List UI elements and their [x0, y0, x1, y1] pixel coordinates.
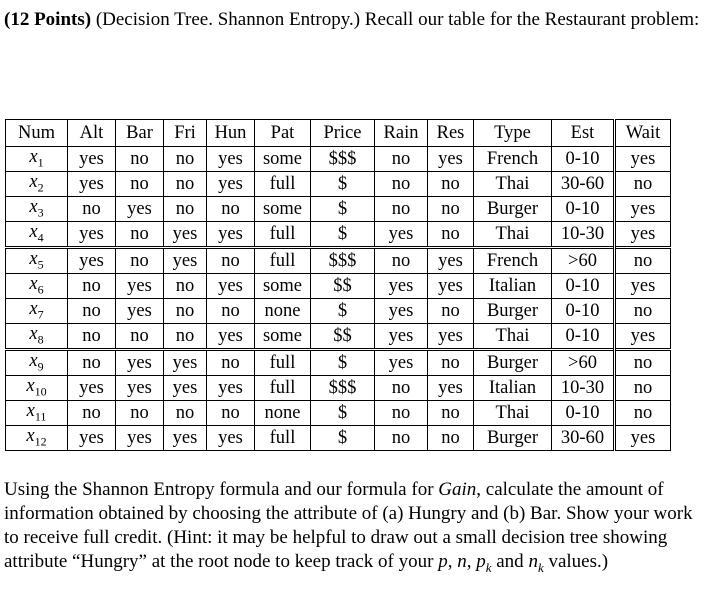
row-var: x — [29, 197, 38, 218]
table-cell: yes — [116, 426, 164, 451]
points-label: (12 Points) — [4, 9, 92, 30]
table-cell: yes — [615, 324, 671, 350]
header-cell: Pat — [255, 120, 311, 147]
row-index: 8 — [37, 332, 44, 347]
row-number-cell — [6, 197, 68, 222]
table-cell: no — [207, 299, 255, 324]
table-cell: Burger — [474, 299, 552, 324]
table-cell: yes — [207, 324, 255, 350]
table-cell: 10-30 — [552, 222, 615, 248]
header-cell: Num — [6, 120, 68, 147]
table-cell: yes — [207, 426, 255, 451]
question-text — [4, 478, 710, 580]
table-cell: yes — [164, 426, 207, 451]
table-header-row — [6, 120, 671, 147]
table-cell: full — [255, 376, 311, 401]
row-index: 1 — [37, 155, 44, 170]
table-cell: some — [255, 147, 311, 172]
table-cell: no — [207, 197, 255, 222]
table-cell: yes — [68, 172, 116, 197]
table-cell: 30-60 — [552, 426, 615, 451]
restaurant-table — [5, 119, 671, 451]
table-cell: some — [255, 324, 311, 350]
header-cell: Fri — [164, 120, 207, 147]
table-cell: yes — [207, 222, 255, 248]
table-cell: no — [615, 350, 671, 376]
header-cell: Price — [311, 120, 375, 147]
table-cell: full — [255, 222, 311, 248]
table-cell: no — [116, 324, 164, 350]
comma: , — [447, 551, 458, 572]
table-cell: $ — [311, 401, 375, 426]
row-index: 6 — [37, 282, 44, 297]
header-cell: Hun — [207, 120, 255, 147]
table-cell: $$$ — [311, 248, 375, 274]
table-cell: yes — [615, 222, 671, 248]
table-cell: no — [207, 350, 255, 376]
table-cell: no — [164, 172, 207, 197]
table-cell: no — [428, 350, 474, 376]
table-cell: yes — [116, 274, 164, 299]
table-cell: no — [207, 248, 255, 274]
table-cell: no — [375, 426, 428, 451]
header-cell: Type — [474, 120, 552, 147]
row-index: 7 — [37, 307, 44, 322]
row-number-cell — [6, 274, 68, 299]
table-cell: no — [207, 401, 255, 426]
header-cell: Alt — [68, 120, 116, 147]
table-cell: yes — [116, 299, 164, 324]
gain-term: Gain — [438, 479, 477, 500]
table-cell: full — [255, 350, 311, 376]
nk-subscript: k — [537, 559, 544, 575]
table-cell: yes — [164, 376, 207, 401]
table-cell: Burger — [474, 197, 552, 222]
table-row — [6, 401, 671, 426]
table-cell: yes — [428, 248, 474, 274]
table-cell: no — [68, 274, 116, 299]
table-cell: no — [375, 147, 428, 172]
table-cell: yes — [207, 172, 255, 197]
table-cell: yes — [68, 222, 116, 248]
table-cell: yes — [68, 147, 116, 172]
header-cell: Res — [428, 120, 474, 147]
table-cell: 0-10 — [552, 274, 615, 299]
question-tail: values.) — [543, 551, 609, 572]
table-cell: yes — [615, 197, 671, 222]
table-cell: $ — [311, 426, 375, 451]
table-row — [6, 172, 671, 197]
row-index: 10 — [34, 384, 47, 399]
table-row — [6, 299, 671, 324]
row-index: 3 — [37, 205, 44, 220]
table-row — [6, 426, 671, 451]
table-cell: Italian — [474, 274, 552, 299]
table-cell: no — [164, 299, 207, 324]
row-index: 5 — [37, 257, 44, 272]
row-var: x — [26, 426, 35, 447]
table-cell: $$ — [311, 324, 375, 350]
intro-text: (Decision Tree. Shannon Entropy.) Recall our table for the Restaurant problem: — [91, 9, 700, 30]
table-cell: French — [474, 248, 552, 274]
header-cell: Est — [552, 120, 615, 147]
table-cell: yes — [116, 197, 164, 222]
row-var: x — [29, 147, 38, 168]
row-number-cell — [6, 172, 68, 197]
table-cell: yes — [164, 248, 207, 274]
table-cell: yes — [207, 274, 255, 299]
row-number-cell — [6, 248, 68, 274]
table-cell: $ — [311, 197, 375, 222]
row-var: x — [29, 351, 38, 372]
table-cell: yes — [375, 324, 428, 350]
table-cell: no — [615, 248, 671, 274]
row-var: x — [29, 274, 38, 295]
table-cell: >60 — [552, 248, 615, 274]
table-cell: no — [375, 197, 428, 222]
table-cell: none — [255, 401, 311, 426]
row-number-cell — [6, 222, 68, 248]
table-cell: yes — [615, 274, 671, 299]
table-cell: $$$ — [311, 147, 375, 172]
nk-symbol: n — [528, 551, 538, 572]
table-cell: yes — [375, 350, 428, 376]
table-cell: no — [68, 350, 116, 376]
table-cell: yes — [375, 299, 428, 324]
comma: , — [466, 551, 477, 572]
table-row — [6, 274, 671, 299]
table-cell: some — [255, 274, 311, 299]
row-index: 11 — [34, 409, 47, 424]
table-cell: no — [116, 147, 164, 172]
table-cell: yes — [615, 147, 671, 172]
pk-symbol: p — [476, 551, 486, 572]
table-cell: no — [116, 401, 164, 426]
table-cell: yes — [68, 248, 116, 274]
table-cell: no — [428, 222, 474, 248]
table-cell: Italian — [474, 376, 552, 401]
table-cell: 0-10 — [552, 401, 615, 426]
table-cell: no — [375, 401, 428, 426]
table-row — [6, 197, 671, 222]
header-cell: Rain — [375, 120, 428, 147]
table-cell: none — [255, 299, 311, 324]
row-var: x — [29, 299, 38, 320]
table-cell: yes — [68, 426, 116, 451]
table-cell: French — [474, 147, 552, 172]
row-number-cell — [6, 299, 68, 324]
table-cell: $ — [311, 350, 375, 376]
table-cell: yes — [164, 222, 207, 248]
table-cell: no — [68, 401, 116, 426]
table-cell: no — [428, 172, 474, 197]
table-cell: Thai — [474, 401, 552, 426]
table-cell: >60 — [552, 350, 615, 376]
table-cell: yes — [207, 147, 255, 172]
table-cell: no — [68, 299, 116, 324]
row-index: 4 — [37, 230, 44, 245]
row-var: x — [29, 324, 38, 345]
table-cell: yes — [164, 350, 207, 376]
table-cell: no — [375, 248, 428, 274]
table-row — [6, 324, 671, 350]
table-cell: no — [164, 274, 207, 299]
table-cell: full — [255, 172, 311, 197]
row-number-cell — [6, 147, 68, 172]
table-row — [6, 222, 671, 248]
table-cell: no — [116, 172, 164, 197]
row-var: x — [29, 249, 38, 270]
table-cell: no — [375, 172, 428, 197]
row-var: x — [29, 222, 38, 243]
row-index: 9 — [37, 359, 44, 374]
table-row — [6, 350, 671, 376]
question-part: Using the Shannon Entropy formula and our formula for — [4, 479, 439, 500]
row-var: x — [26, 401, 35, 422]
table-cell: no — [428, 401, 474, 426]
table-cell: no — [164, 324, 207, 350]
table-cell: 10-30 — [552, 376, 615, 401]
table-cell: yes — [116, 376, 164, 401]
row-index: 2 — [37, 180, 44, 195]
table-cell: $ — [311, 222, 375, 248]
table-cell: no — [164, 197, 207, 222]
table-cell: Thai — [474, 172, 552, 197]
row-number-cell — [6, 376, 68, 401]
p-symbol: p — [438, 551, 448, 572]
table-cell: yes — [68, 376, 116, 401]
and-word: and — [491, 551, 529, 572]
table-cell: Burger — [474, 350, 552, 376]
table-cell: $ — [311, 299, 375, 324]
table-cell: yes — [428, 324, 474, 350]
table-cell: yes — [428, 274, 474, 299]
table-cell: yes — [375, 222, 428, 248]
table-cell: no — [428, 426, 474, 451]
table-cell: $ — [311, 172, 375, 197]
table-cell: no — [615, 376, 671, 401]
table-cell: yes — [615, 426, 671, 451]
table-cell: 0-10 — [552, 147, 615, 172]
table-cell: no — [615, 401, 671, 426]
table-cell: no — [428, 197, 474, 222]
header-cell: Wait — [615, 120, 671, 147]
row-number-cell — [6, 324, 68, 350]
table-cell: no — [615, 172, 671, 197]
table-cell: 0-10 — [552, 197, 615, 222]
table-cell: yes — [207, 376, 255, 401]
table-cell: Burger — [474, 426, 552, 451]
table-cell: no — [116, 248, 164, 274]
table-cell: no — [164, 401, 207, 426]
table-cell: yes — [116, 350, 164, 376]
table-cell: $$ — [311, 274, 375, 299]
pk-subscript: k — [485, 559, 492, 575]
table-cell: yes — [375, 274, 428, 299]
table-cell: Thai — [474, 324, 552, 350]
table-cell: no — [428, 299, 474, 324]
n-symbol: n — [457, 551, 467, 572]
row-var: x — [29, 172, 38, 193]
table-cell: 0-10 — [552, 299, 615, 324]
table-cell: 0-10 — [552, 324, 615, 350]
row-var: x — [26, 376, 35, 397]
table-cell: no — [375, 376, 428, 401]
table-cell: no — [116, 222, 164, 248]
table-cell: yes — [428, 376, 474, 401]
table-cell: full — [255, 248, 311, 274]
table-cell: $$$ — [311, 376, 375, 401]
table-cell: no — [615, 299, 671, 324]
row-index: 12 — [34, 434, 47, 449]
problem-intro — [4, 8, 704, 32]
table-cell: 30-60 — [552, 172, 615, 197]
table-row — [6, 248, 671, 274]
table-cell: Thai — [474, 222, 552, 248]
table-row — [6, 147, 671, 172]
row-number-cell — [6, 426, 68, 451]
table-cell: no — [164, 147, 207, 172]
table-cell: some — [255, 197, 311, 222]
header-cell: Bar — [116, 120, 164, 147]
table-cell: no — [68, 324, 116, 350]
question-part: , calculate the amount of information obtained by choosing the attribute of (a) Hungry and (b) Bar. Show your work to receive full credit. (Hint: it may be helpful to draw out a small decision tree showing attribute “Hungry” at the root node to keep track of your — [4, 479, 693, 572]
table-cell: yes — [428, 147, 474, 172]
row-number-cell — [6, 350, 68, 376]
table-row — [6, 376, 671, 401]
table-cell: no — [68, 197, 116, 222]
table-cell: full — [255, 426, 311, 451]
row-number-cell — [6, 401, 68, 426]
